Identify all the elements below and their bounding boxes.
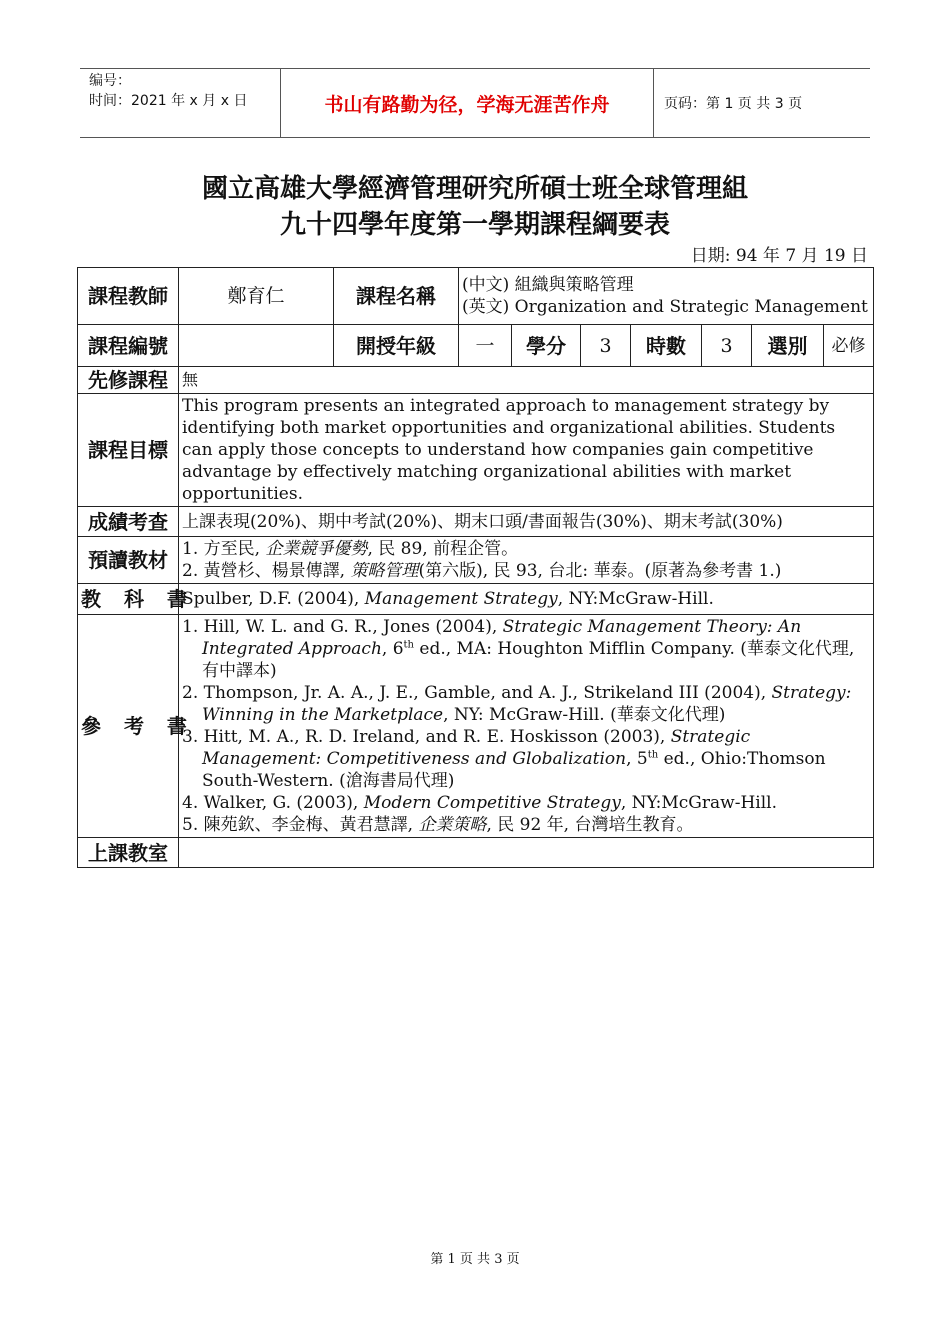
row-preread <box>78 537 874 584</box>
header-meta <box>80 69 280 137</box>
course-table <box>77 267 874 868</box>
classroom-value <box>179 838 874 868</box>
type-label: 選別 <box>752 325 824 367</box>
page-footer: 第 1 页 共 3 页 <box>430 1252 520 1267</box>
code-value <box>179 325 334 367</box>
reference-item: 2. Thompson, Jr. A. A., J. E., Gamble, and A. J., Strikeland III (2004), Strategy: Winning in the Marketplace, NY: McGraw-Hill. (華泰文化代理) <box>182 683 852 725</box>
reference-item: 4. Walker, G. (2003), Modern Competitive Strategy, NY:McGraw-Hill. <box>182 793 777 813</box>
header-motto: 书山有路勤为径，学海无涯苦作舟 <box>280 69 654 137</box>
row-prereq <box>78 367 874 394</box>
textbook-label: 教 科 書 <box>78 584 179 615</box>
row-code <box>78 325 874 367</box>
row-grading <box>78 507 874 537</box>
grade-value: 一 <box>459 325 512 367</box>
references-label: 參 考 書 <box>78 615 179 838</box>
objective-text: This program presents an integrated approach to management strategy by identifying both market opportunities and organizational abilities. Students can apply those concepts to understand how companies gain competitive advantage by effectively matching organizational abilities with market opportunities. <box>179 394 874 507</box>
row-textbook <box>78 584 874 615</box>
course-name-label: 課程名稱 <box>334 268 459 325</box>
header-page-info: 页码：第 1 页 共 3 页 <box>664 96 803 112</box>
preread-label: 預讀教材 <box>78 537 179 584</box>
prereq-label: 先修課程 <box>78 367 179 394</box>
reference-item: 1. Hill, W. L. and G. R., Jones (2004), Strategic Management Theory: An Integrated Approach, 6th ed., MA: Houghton Mifflin Company. (華泰文化代理, 有中譯本) <box>182 617 855 681</box>
hours-value: 3 <box>702 325 752 367</box>
credit-label: 學分 <box>512 325 581 367</box>
grade-label: 開授年級 <box>334 325 459 367</box>
credit-value: 3 <box>581 325 631 367</box>
page-header <box>80 68 870 138</box>
teacher-label: 課程教師 <box>78 268 179 325</box>
document-title: 國立高雄大學經濟管理研究所碩士班全球管理組 <box>201 174 748 204</box>
grading-text: 上課表現(20%)、期中考試(20%)、期末口頭/書面報告(30%)、期末考試(30%) <box>179 507 874 537</box>
time-label: 时间：2021 年 x 月 x 日 <box>89 93 248 109</box>
row-objective <box>78 394 874 507</box>
code-label: 課程編號 <box>78 325 179 367</box>
course-name-zh: (中文) 組織與策略管理 <box>462 275 634 295</box>
preread-list <box>179 537 874 584</box>
course-name-value <box>459 268 874 325</box>
document-date: 日期: 94 年 7 月 19 日 <box>690 246 868 266</box>
references-list <box>179 615 874 838</box>
document-subtitle: 九十四學年度第一學期課程綱要表 <box>279 210 670 240</box>
prereq-value: 無 <box>179 367 874 394</box>
grading-label: 成績考查 <box>78 507 179 537</box>
row-references <box>78 615 874 838</box>
type-value: 必修 <box>824 325 874 367</box>
teacher-value: 鄭育仁 <box>179 268 334 325</box>
textbook-value: Spulber, D.F. (2004), Management Strategy, NY:McGraw-Hill. <box>179 584 874 615</box>
hours-label: 時數 <box>631 325 702 367</box>
classroom-label: 上課教室 <box>78 838 179 868</box>
preread-item: 2. 黃營杉、楊景傳譯, 策略管理(第六版), 民 93, 台北: 華泰。(原著為參考書 1.) <box>182 561 782 581</box>
row-classroom <box>78 838 874 868</box>
course-name-en: (英文) Organization and Strategic Management <box>462 297 868 317</box>
objective-label: 課程目標 <box>78 394 179 507</box>
row-teacher <box>78 268 874 325</box>
reference-item: 5. 陳苑欽、李金梅、黃君慧譯, 企業策略, 民 92 年, 台灣培生教育。 <box>182 815 694 835</box>
reference-item: 3. Hitt, M. A., R. D. Ireland, and R. E. Hoskisson (2003), Strategic Management: Competitiveness and Globalization, 5th ed., Ohio:Thomson South-Western. (滄海書局代理) <box>182 727 826 791</box>
number-label: 编号： <box>89 73 131 89</box>
preread-item: 1. 方至民, 企業競爭優勢, 民 89, 前程企管。 <box>182 539 519 559</box>
